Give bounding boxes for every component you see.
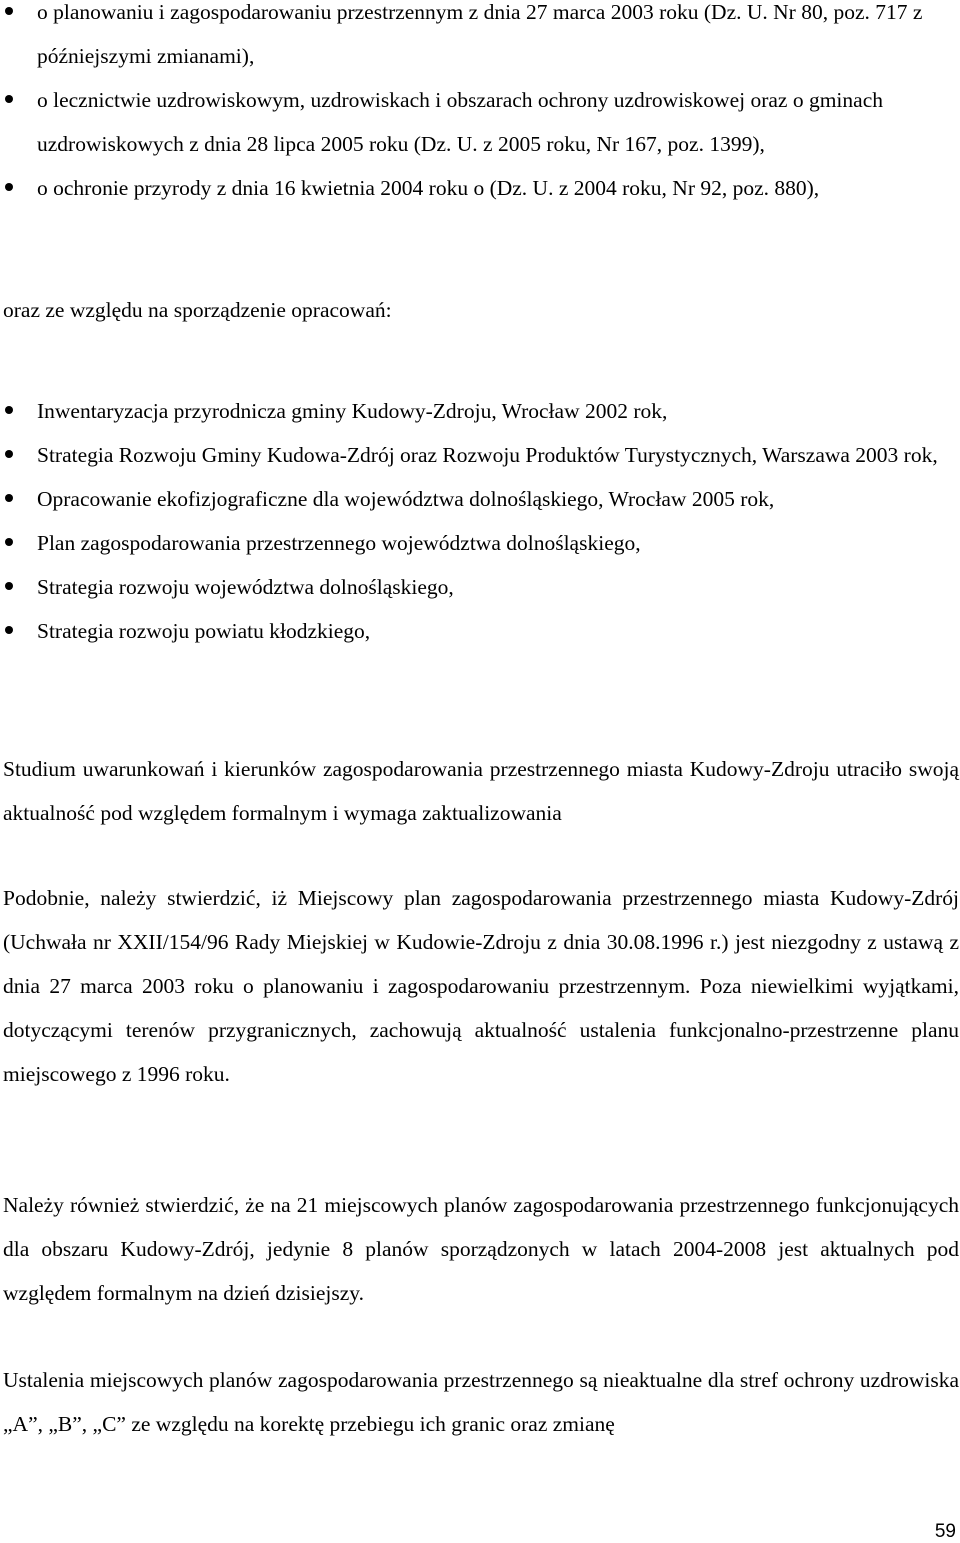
list-item: Strategia Rozwoju Gminy Kudowa-Zdrój oraz Rozwoju Produktów Turystycznych, Warszawa 2003 rok, <box>0 433 960 477</box>
bullet-icon <box>5 582 13 590</box>
list-item: Strategia rozwoju powiatu kłodzkiego, <box>0 609 960 653</box>
bullet-icon <box>5 183 13 191</box>
list-item: Strategia rozwoju województwa dolnośląskiego, <box>0 565 960 609</box>
paragraph-local-plan: Podobnie, należy stwierdzić, iż Miejscowy plan zagospodarowania przestrzennego miasta Kudowy-Zdrój (Uchwała nr XXII/154/96 Rady Miejskiej w Kudowie-Zdroju z dnia 30.08.1996 r.) jest niezgodny z ustawą z dnia 27 marca 2003 roku o planowaniu i zagospodarowaniu przestrzennym. Poza niewielkimi wyjątkami, dotyczącymi terenów przygranicznych, zachowują aktualność ustalenia funkcjonalno-przestrzenne planu miejscowego z 1996 roku. <box>3 886 959 1086</box>
paragraph-studium: Studium uwarunkowań i kierunków zagospodarowania przestrzennego miasta Kudowy-Zdroju utraciło swoją aktualność pod względem formalnym i wymaga zaktualizowania <box>3 757 959 825</box>
bullet-icon <box>5 450 13 458</box>
legislation-list <box>0 0 960 210</box>
list-item: o lecznictwie uzdrowiskowym, uzdrowiskach i obszarach ochrony uzdrowiskowej oraz o gminach uzdrowiskowych z dnia 28 lipca 2005 roku (Dz. U. z 2005 roku, Nr 167, poz. 1399), <box>0 78 960 166</box>
bullet-icon <box>5 494 13 502</box>
bullet-icon <box>5 538 13 546</box>
list-item: o planowaniu i zagospodarowaniu przestrzennym z dnia 27 marca 2003 roku (Dz. U. Nr 80, poz. 717 z późniejszymi zmianami), <box>0 0 960 78</box>
intro-text: oraz ze względu na sporządzenie opracowań: <box>3 298 392 322</box>
paragraph-plans-count: Należy również stwierdzić, że na 21 miejscowych planów zagospodarowania przestrzennego funkcjonujących dla obszaru Kudowy-Zdrój, jedynie 8 planów sporządzonych w latach 2004-2008 jest aktualnych pod względem formalnym na dzień dzisiejszy. <box>3 1193 959 1305</box>
paragraph-zones: Ustalenia miejscowych planów zagospodarowania przestrzennego są nieaktualne dla stref ochrony uzdrowiska „A”, „B”, „C” ze względu na korektę przebiegu ich granic oraz zmianę <box>3 1368 959 1436</box>
list-item: Opracowanie ekofizjograficzne dla województwa dolnośląskiego, Wrocław 2005 rok, <box>0 477 960 521</box>
page-number: 59 <box>934 1521 956 1542</box>
bullet-icon <box>5 7 13 15</box>
bullet-icon <box>5 406 13 414</box>
list-item: Inwentaryzacja przyrodnicza gminy Kudowy-Zdroju, Wrocław 2002 rok, <box>0 389 960 433</box>
list-item: o ochronie przyrody z dnia 16 kwietnia 2004 roku o (Dz. U. z 2004 roku, Nr 92, poz. 880), <box>0 166 960 210</box>
bullet-icon <box>5 95 13 103</box>
bullet-icon <box>5 626 13 634</box>
studies-list <box>0 389 960 653</box>
list-item: Plan zagospodarowania przestrzennego województwa dolnośląskiego, <box>0 521 960 565</box>
